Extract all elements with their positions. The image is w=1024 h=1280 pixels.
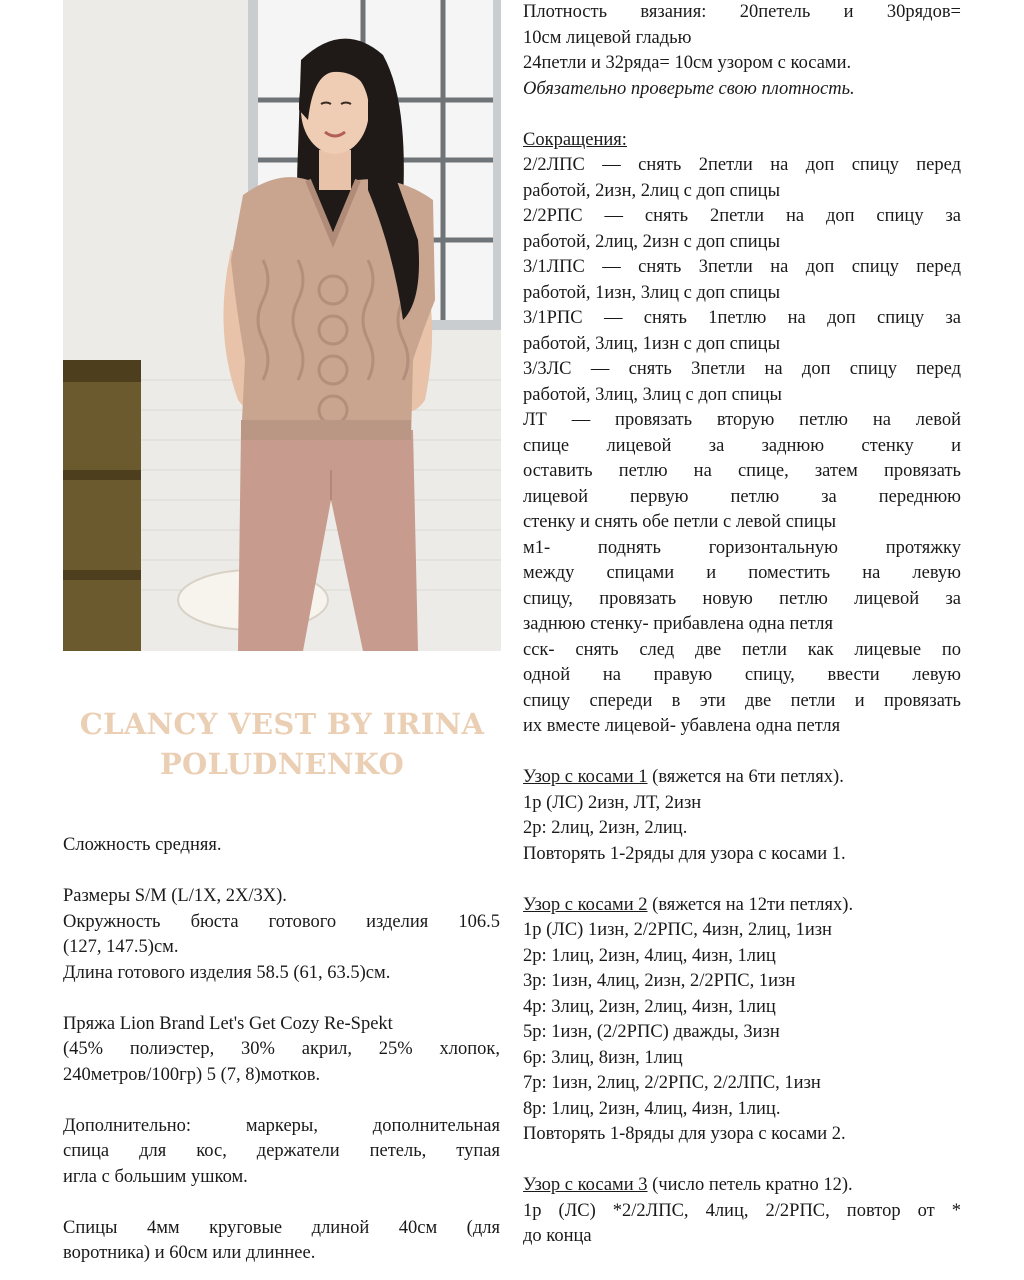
abbreviation-line: работой, 2изн, 2лиц с доп спицы bbox=[523, 180, 781, 201]
abbreviation-line: 2/2РПС — снять 2петли на доп спицу за bbox=[523, 206, 961, 226]
yarn-text-3: 240метров/100гр) 5 (7, 8)мотков. bbox=[63, 1064, 321, 1085]
abbreviation-line: м1- поднять горизонтальную протяжку bbox=[523, 537, 961, 558]
abbreviation-line: заднюю стенку- прибавлена одна петля bbox=[523, 614, 833, 634]
yarn-text-2: (45% полиэстер, 30% акрил, 25% хлопок, bbox=[63, 1039, 500, 1059]
cable-pattern-2-row: 6р: 3лиц, 8изн, 1лиц bbox=[523, 1047, 683, 1068]
cable-pattern-2-note: (вяжется на 12ти петлях). bbox=[647, 894, 854, 915]
cable-pattern-2-title: Узор с косами 2 bbox=[523, 894, 648, 915]
abbreviation-line: одной на правую спицу, ввести левую bbox=[523, 665, 961, 685]
notions-text-2: спица для кос, держатели петель, тупая bbox=[63, 1141, 500, 1161]
cable-pattern-1-rows bbox=[523, 791, 961, 868]
cable-pattern-2-row: 4р: 3лиц, 2изн, 2лиц, 4изн, 1лиц bbox=[523, 996, 776, 1017]
abbreviation-line: лицевой первую петлю за переднюю bbox=[523, 486, 961, 507]
bust-text-2: (127, 147.5)см. bbox=[63, 937, 179, 957]
cable-pattern-2-row: Повторять 1-8ряды для узора с косами 2. bbox=[523, 1124, 846, 1144]
abbreviation-line: стенку и снять обе петли с левой спицы bbox=[523, 512, 837, 532]
difficulty-text: Сложность средняя. bbox=[63, 835, 222, 855]
cable-pattern-2-row: 7р: 1изн, 2лиц, 2/2РПС, 2/2ЛПС, 1изн bbox=[523, 1073, 821, 1093]
gauge-text-2: 10см лицевой гладью bbox=[523, 27, 692, 48]
abbreviation-line: ЛТ — провязать вторую петлю на левой bbox=[523, 410, 961, 430]
abbreviation-line: работой, 2лиц, 2изн с доп спицы bbox=[523, 231, 781, 252]
cable-pattern-2-row: 3р: 1изн, 4лиц, 2изн, 2/2РПС, 1изн bbox=[523, 971, 796, 991]
length-text: Длина готового изделия 58.5 (61, 63.5)см. bbox=[63, 962, 391, 983]
abbreviation-line: между спицами и поместить на левую bbox=[523, 563, 961, 583]
model-photo bbox=[63, 0, 501, 651]
cable-pattern-1-row: 1р (ЛС) 2изн, ЛТ, 2изн bbox=[523, 792, 702, 813]
cable-pattern-2-rows bbox=[523, 918, 961, 1148]
abbreviation-line: спицу, провязать новую петлю лицевой за bbox=[523, 588, 961, 609]
pattern-title bbox=[63, 704, 501, 784]
cable-pattern-3-row: до конца bbox=[523, 1226, 592, 1246]
gauge-text-3: 24петли и 32ряда= 10см узором с косами. bbox=[523, 53, 852, 73]
cable-pattern-2-row: 1р (ЛС) 1изн, 2/2РПС, 4изн, 2лиц, 1изн bbox=[523, 920, 832, 940]
cable-pattern-2-row: 5р: 1изн, (2/2РПС) дважды, 3изн bbox=[523, 1022, 780, 1042]
abbreviation-line: сск- снять след две петли как лицевые по bbox=[523, 639, 961, 660]
needles-text-1: Спицы 4мм круговые длиной 40см (для bbox=[63, 1217, 500, 1238]
gauge-note: Обязательно проверьте свою плотность. bbox=[523, 78, 855, 99]
abbreviation-line: 3/1ЛПС — снять 3петли на доп спицу перед bbox=[523, 257, 961, 277]
cable-pattern-2-heading bbox=[523, 893, 961, 919]
cable-pattern-3-note: (число петель кратно 12). bbox=[647, 1175, 853, 1195]
cable-pattern-1-row: 2р: 2лиц, 2изн, 2лиц. bbox=[523, 818, 688, 838]
abbreviation-line: работой, 3лиц, 3лиц с доп спицы bbox=[523, 384, 782, 405]
gauge-text-1: Плотность вязания: 20петель и 30рядов= bbox=[523, 2, 961, 22]
cable-pattern-1-heading bbox=[523, 765, 961, 791]
bust-text-1: Окружность бюста готового изделия 106.5 bbox=[63, 911, 500, 932]
abbreviation-line: 2/2ЛПС — снять 2петли на доп спицу перед bbox=[523, 155, 961, 175]
abbreviations-heading: Сокращения: bbox=[523, 129, 627, 150]
photo-illustration bbox=[63, 0, 501, 651]
cable-pattern-1-note: (вяжется на 6ти петлях). bbox=[647, 767, 844, 787]
cable-pattern-1-row: Повторять 1-2ряды для узора с косами 1. bbox=[523, 843, 846, 864]
cable-pattern-2-row: 2р: 1лиц, 2изн, 4лиц, 4изн, 1лиц bbox=[523, 945, 776, 966]
sizes-text: Размеры S/M (L/1X, 2X/3X). bbox=[63, 886, 287, 906]
abbreviation-line: работой, 3лиц, 1изн с доп спицы bbox=[523, 333, 781, 354]
abbreviation-line: их вместе лицевой- убавлена одна петля bbox=[523, 716, 841, 736]
cable-pattern-1-title: Узор с косами 1 bbox=[523, 767, 648, 787]
abbreviation-line: оставить петлю на спице, затем провязать bbox=[523, 461, 961, 481]
cable-pattern-3-row: 1р (ЛС) *2/2ЛПС, 4лиц, 2/2РПС, повтор от * bbox=[523, 1200, 961, 1221]
abbreviation-line: спице лицевой за заднюю стенку и bbox=[523, 435, 961, 456]
cable-pattern-3-rows bbox=[523, 1199, 961, 1250]
abbreviations-list bbox=[523, 153, 961, 740]
pattern-details-right bbox=[523, 0, 961, 1250]
notions-text-1: Дополнительно: маркеры, дополнительная bbox=[63, 1115, 500, 1136]
cable-pattern-3-heading bbox=[523, 1173, 961, 1199]
cable-pattern-3-title: Узор с косами 3 bbox=[523, 1175, 648, 1195]
needles-text-2: воротника) и 60см или длиннее. bbox=[63, 1243, 316, 1263]
title-line-2: POLUDNENKO bbox=[159, 747, 405, 781]
abbreviation-line: работой, 1изн, 3лиц с доп спицы bbox=[523, 282, 781, 303]
abbreviation-line: спицу спереди в эти две петли и провязать bbox=[523, 690, 961, 711]
abbreviation-line: 3/1РПС — снять 1петлю на доп спицу за bbox=[523, 308, 961, 328]
notions-text-3: игла с большим ушком. bbox=[63, 1166, 248, 1187]
cable-pattern-2-row: 8р: 1лиц, 2изн, 4лиц, 4изн, 1лиц. bbox=[523, 1098, 781, 1119]
title-line-1: CLANCY VEST BY IRINA bbox=[79, 707, 485, 741]
yarn-text-1: Пряжа Lion Brand Let's Get Cozy Re-Spekt bbox=[63, 1013, 393, 1034]
pattern-details-left bbox=[63, 833, 500, 1267]
abbreviation-line: 3/3ЛС — снять 3петли на доп спицу перед bbox=[523, 359, 961, 379]
